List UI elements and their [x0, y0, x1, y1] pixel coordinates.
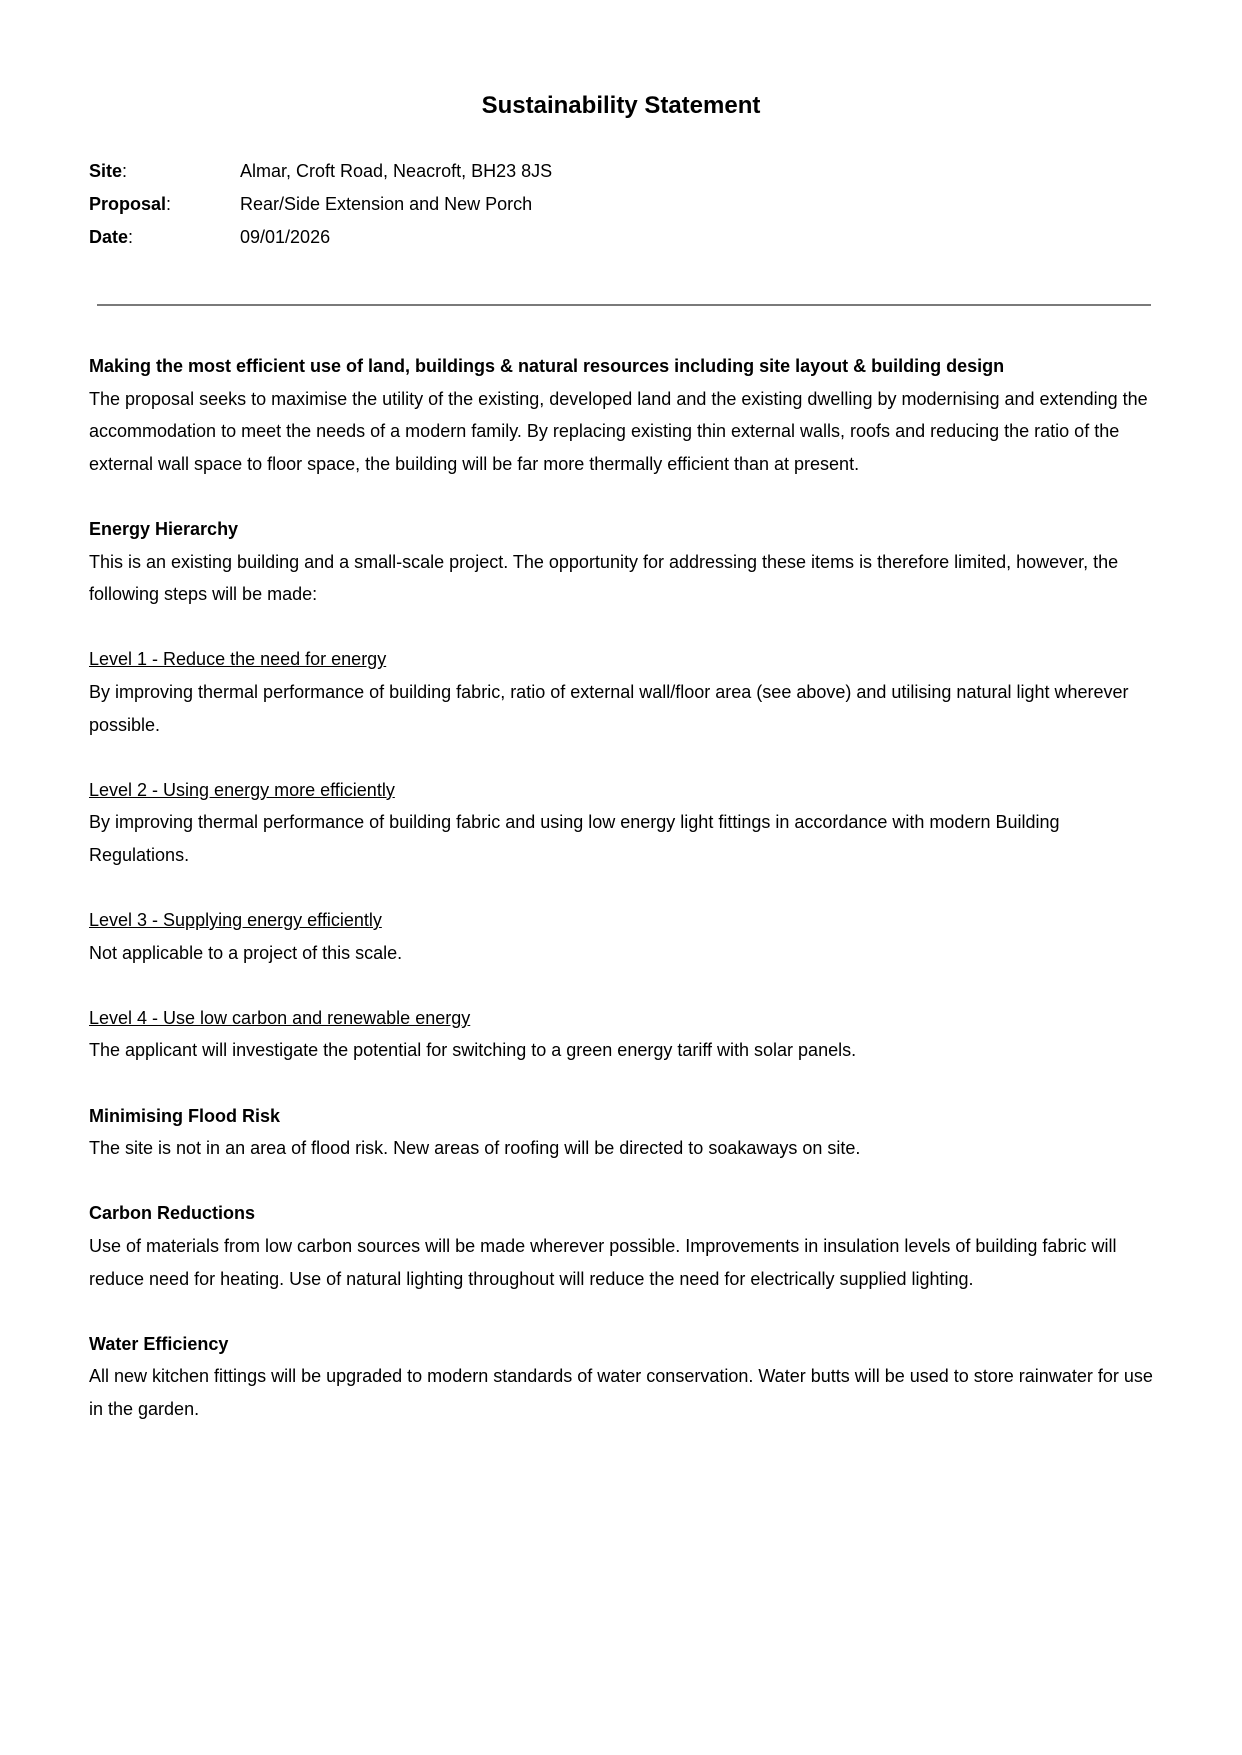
section-subheading: Level 4 - Use low carbon and renewable energy — [89, 1007, 471, 1028]
section-level-2 — [89, 774, 1159, 872]
section-subheading: Level 1 - Reduce the need for energy — [89, 649, 387, 670]
section-carbon-reductions — [89, 1197, 1159, 1295]
document-body — [89, 350, 1159, 1458]
section-water-efficiency — [89, 1328, 1159, 1426]
section-flood-risk — [89, 1100, 1159, 1165]
section-efficient-use — [89, 350, 1159, 480]
section-heading: Making the most efficient use of land, buildings & natural resources including site layout & building design — [89, 356, 1005, 376]
meta-value-date: 09/01/2026 — [240, 227, 331, 247]
section-level-4 — [89, 1002, 1159, 1067]
meta-row-site — [89, 155, 552, 188]
section-level-3 — [89, 904, 1159, 969]
document-title: Sustainability Statement — [481, 92, 761, 119]
section-text: Not applicable to a project of this scale. — [89, 942, 403, 963]
document-meta — [89, 155, 552, 254]
meta-row-date — [89, 221, 552, 254]
section-energy-hierarchy — [89, 513, 1159, 611]
meta-label-date: Date: — [89, 227, 134, 247]
meta-label-site: Site: — [89, 161, 128, 181]
section-level-1 — [89, 643, 1159, 741]
meta-value-proposal: Rear/Side Extension and New Porch — [240, 194, 533, 214]
section-text: The proposal seeks to maximise the utility of the existing, developed land and the existing dwelling by modernising and extending the accommodation to meet the needs of a modern family. By replacing existing thin external walls, roofs and reducing the ratio of the external wall space to floor space, the building will be far more thermally efficient than at present. — [89, 388, 1148, 474]
section-text: All new kitchen fittings will be upgraded to modern standards of water conservation. Water butts will be used to store rainwater for use in the garden. — [89, 1366, 1153, 1419]
section-text: By improving thermal performance of building fabric and using low energy light fittings in accordance with modern Building Regulations. — [89, 812, 1060, 865]
meta-label-proposal: Proposal: — [89, 194, 172, 214]
meta-row-proposal — [89, 188, 552, 221]
section-subheading: Level 2 - Using energy more efficiently — [89, 779, 395, 800]
section-text: The applicant will investigate the potential for switching to a green energy tariff with solar panels. — [89, 1040, 857, 1061]
section-text: The site is not in an area of flood risk. New areas of roofing will be directed to soakaways on site. — [89, 1138, 861, 1159]
meta-value-site: Almar, Croft Road, Neacroft, BH23 8JS — [240, 161, 553, 181]
section-heading: Carbon Reductions — [89, 1203, 256, 1224]
section-heading: Energy Hierarchy — [89, 518, 239, 539]
section-heading: Minimising Flood Risk — [89, 1105, 281, 1126]
section-text: This is an existing building and a small-scale project. The opportunity for addressing these items is therefore limited, however, the following steps will be made: — [89, 551, 1119, 605]
section-text: By improving thermal performance of building fabric, ratio of external wall/floor area (see above) and utilising natural light wherever possible. — [89, 681, 1129, 735]
header-divider — [97, 304, 1151, 306]
section-subheading: Level 3 - Supplying energy efficiently — [89, 910, 382, 931]
section-text: Use of materials from low carbon sources will be made wherever possible. Improvements in insulation levels of building fabric will reduce need for heating. Use of natural lighting throughout will reduce the need for electrically supplied lighting. — [89, 1236, 1117, 1289]
section-heading: Water Efficiency — [89, 1333, 229, 1354]
